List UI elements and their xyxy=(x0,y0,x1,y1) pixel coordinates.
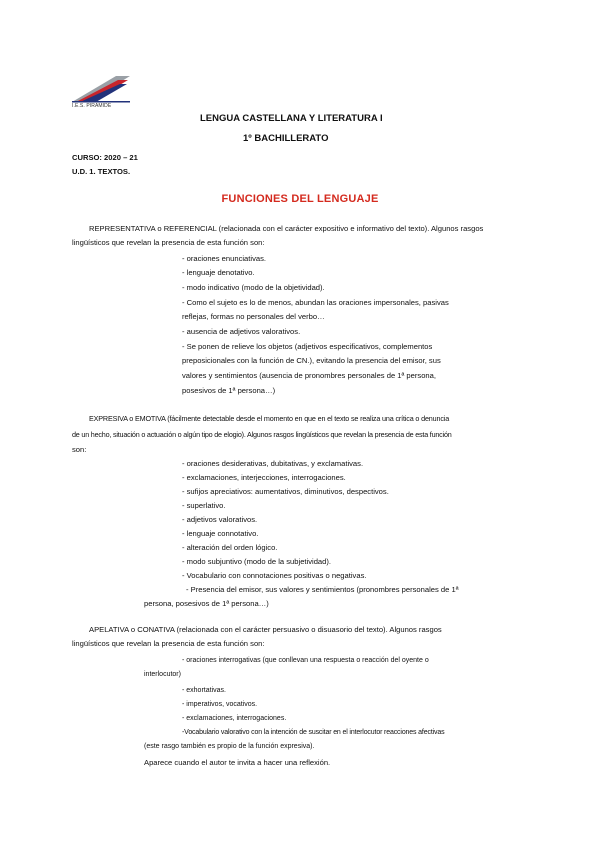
list-item: -Vocabulario valorativo con la intención de suscitar en el interlocutor reacciones afectivas xyxy=(182,729,445,736)
course-year: CURSO: 2020 – 21 xyxy=(72,153,138,162)
list-item: - Vocabulario con connotaciones positivas o negativas. xyxy=(182,571,367,580)
list-item: - exclamaciones, interrogaciones. xyxy=(182,715,287,722)
list-item: - lenguaje denotativo. xyxy=(182,268,255,277)
subject-title: LENGUA CASTELLANA Y LITERATURA I xyxy=(200,113,383,124)
list-item: persona, posesivos de 1ª persona…) xyxy=(144,599,269,608)
representativa-intro-line1: REPRESENTATIVA o REFERENCIAL (relacionada con el carácter expositivo e informativo del texto). Algunos rasgos xyxy=(89,224,484,233)
list-item: posesivos de 1ª persona…) xyxy=(182,386,276,395)
list-item: interlocutor) xyxy=(144,671,181,678)
expresiva-intro-line3: son: xyxy=(72,445,87,454)
expresiva-intro-line2: de un hecho, situación o actuación o algún tipo de elogio). Algunos rasgos lingüísticos que revelan la presencia de esta función xyxy=(72,430,452,439)
list-item: preposicionales con la función de CN.), evitando la presencia del emisor, sus xyxy=(182,356,441,365)
list-item: - Como el sujeto es lo de menos, abundan las oraciones impersonales, pasivas xyxy=(182,298,449,307)
list-item: reflejas, formas no personales del verbo… xyxy=(182,312,325,321)
list-item: - lenguaje connotativo. xyxy=(182,529,259,538)
page-title: FUNCIONES DEL LENGUAJE xyxy=(221,193,379,205)
expresiva-intro-line1: EXPRESIVA o EMOTIVA (fácilmente detectable desde el momento en que en el texto se realiza una crítica o denuncia xyxy=(89,414,450,423)
list-item: - modo indicativo (modo de la objetividad). xyxy=(182,283,325,292)
list-item: - exclamaciones, interjecciones, interrogaciones. xyxy=(182,473,346,482)
list-item: - exhortativas. xyxy=(182,687,226,694)
apelativa-intro-line1: APELATIVA o CONATIVA (relacionada con el carácter persuasivo o disuasorio del texto). Algunos rasgos xyxy=(89,625,442,634)
unit-label: U.D. 1. TEXTOS. xyxy=(72,167,131,176)
list-item: (este rasgo también es propio de la función expresiva). xyxy=(144,743,315,750)
list-item: - Presencia del emisor, sus valores y sentimientos (pronombres personales de 1ª xyxy=(186,585,459,594)
list-item: valores y sentimientos (ausencia de pronombres personales de 1ª persona, xyxy=(182,371,436,380)
list-item: - superlativo. xyxy=(182,501,226,510)
list-item: - oraciones enunciativas. xyxy=(182,254,266,263)
list-item: - oraciones interrogativas (que conllevan una respuesta o reacción del oyente o xyxy=(182,657,429,664)
list-item: - alteración del orden lógico. xyxy=(182,543,278,552)
list-item: - modo subjuntivo (modo de la subjetividad). xyxy=(182,557,332,566)
list-item: - sufijos apreciativos: aumentativos, diminutivos, despectivos. xyxy=(182,487,389,496)
list-item: - ausencia de adjetivos valorativos. xyxy=(182,327,301,336)
course-level-title: 1º BACHILLERATO xyxy=(243,133,329,144)
list-item: - imperativos, vocativos. xyxy=(182,701,258,708)
logo-text: I.E.S. PIRAMIDE xyxy=(72,103,112,109)
representativa-intro-line2: lingüísticos que revelan la presencia de esta función son: xyxy=(72,238,265,247)
list-item: - oraciones desiderativas, dubitativas, y exclamativas. xyxy=(182,459,364,468)
list-item: - adjetivos valorativos. xyxy=(182,515,258,524)
list-item: Aparece cuando el autor te invita a hacer una reflexión. xyxy=(144,758,331,767)
pyramid-logo-icon xyxy=(72,74,132,104)
school-logo xyxy=(72,74,130,114)
list-item: - Se ponen de relieve los objetos (adjetivos especificativos, complementos xyxy=(182,342,433,351)
apelativa-intro-line2: lingüísticos que revelan la presencia de esta función son: xyxy=(72,639,265,648)
